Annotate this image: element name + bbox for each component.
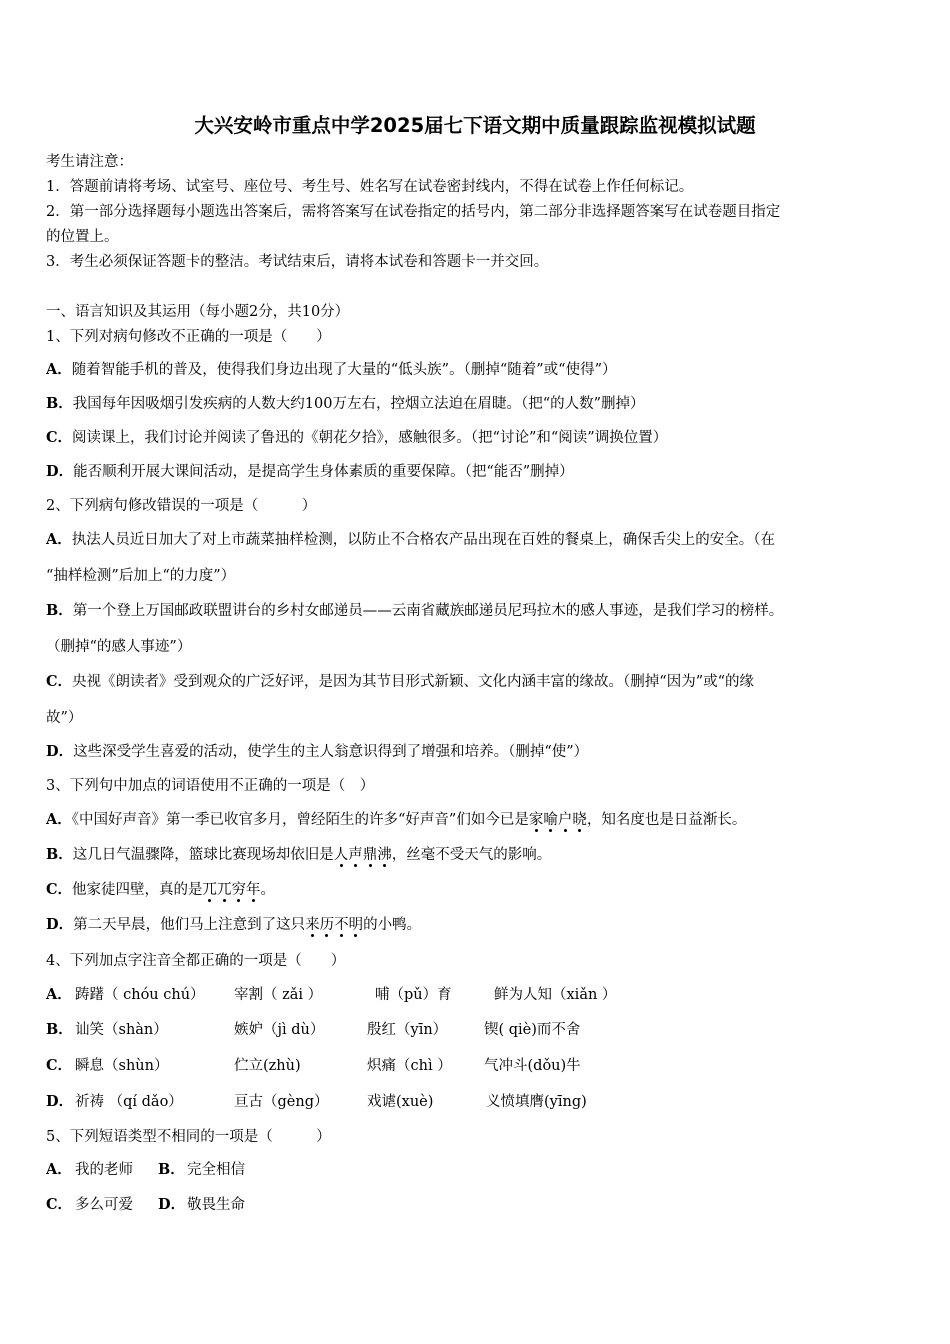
option-text: 第一个登上万国邮政联盟讲台的乡村女邮递员——云南省藏族邮递员尼玛拉木的感人事迹，是我们学习的榜样。 [72,603,784,619]
question-3-option-b [46,845,551,865]
dotted-char: 家 [528,812,544,828]
pinyin-item: 亘古（gèng） [234,1094,329,1110]
dotted-char: 兀 [202,882,218,898]
notice-item: 1．答题前请将考场、试室号、座位号、考生号、姓名写在试卷密封线内，不得在试卷上作任何标记。 [46,179,694,195]
option-text: 这些深受学生喜爱的活动，使学生的主人翁意识得到了增强和培养。（删掉“使”） [73,744,589,760]
option-label: C． [46,673,73,690]
dotted-char: 晓 [572,812,587,828]
pinyin-item: 义愤填膺(yīng) [486,1094,587,1110]
option-text: 。 [260,882,276,898]
phrase-option: 完全相信 [187,1162,245,1178]
option-text: ，知名度也是日益渐长。 [586,812,747,828]
dotted-char: 来 [305,917,320,933]
option-label: A． [46,811,72,828]
question-2-option-c [46,672,754,692]
dotted-char: 鼎 [362,847,378,863]
dotted-char: 声 [348,847,363,863]
dotted-char: 喻 [543,812,558,828]
dotted-word [529,812,587,828]
phrase-option: 多么可爱 [75,1197,133,1213]
question-1-stem: 1、下列对病句修改不正确的一项是（ ） [46,329,331,345]
option-text: 能否顺利开展大课间活动，是提高学生身体素质的重要保障。（把“能否”删掉） [73,464,574,480]
question-3-stem: 3、下列句中加点的词语使用不正确的一项是（ ） [46,778,375,794]
pinyin-item: 锲( qiè)而不舍 [484,1022,581,1038]
question-3-option-d [46,915,421,935]
option-label: B． [46,395,73,412]
dotted-char: 历 [319,917,335,933]
option-label: A． [46,361,72,378]
option-text: 执法人员近日加大了对上市蔬菜抽样检测，以防止不合格农产品出现在百姓的餐桌上，确保舌尖上的安全。（在 [71,532,776,548]
dotted-char: 户 [557,812,573,828]
option-text: 这几日气温骤降，篮球比赛现场却依旧是 [72,847,334,863]
question-1-option-d [46,462,574,482]
notice-item: 2．第一部分选择题每小题选出答案后，需将答案写在试卷指定的括号内，第二部分非选择题答案写在试卷题目指定 [46,204,781,220]
question-2-option-b-continued: （删掉“的感人事迹”） [46,639,192,655]
pinyin-item: 鲜为人知（xiǎn ） [494,987,617,1003]
option-label: B． [46,1021,73,1038]
question-2-option-d [46,742,588,762]
option-text: 《中国好声音》第一季已收官多月，曾经陌生的许多“好声音”们如今已是 [71,812,529,828]
option-label: B． [46,846,73,863]
page-title: 大兴安岭市重点中学2025届七下语文期中质量跟踪监视模拟试题 [194,114,756,137]
option-label: C． [46,881,73,898]
notice-heading: 考生请注意： [46,154,133,170]
option-label: A． [46,986,72,1003]
dotted-char: 年 [246,882,261,898]
option-label: D． [158,1196,186,1213]
question-4-stem: 4、下列加点字注音全都正确的一项是（ ） [46,953,346,969]
pinyin-item: 殷红（yīn） [367,1022,448,1038]
dotted-word [334,847,392,863]
pinyin-item: 踌躇（ chóu chú） [75,987,205,1003]
option-text: 阅读课上，我们讨论并阅读了鲁迅的《朝花夕拾》，感触很多。（把“讨论”和“阅读”调换位置） [72,430,668,446]
question-2-stem: 2、下列病句修改错误的一项是（ ） [46,498,317,514]
dotted-char: 兀 [217,882,232,898]
question-2-option-b [46,601,783,621]
dotted-char: 不 [334,917,349,933]
option-text: ，丝毫不受天气的影响。 [391,847,552,863]
option-text: 央视《朗读者》受到观众的广泛好评，是因为其节目形式新颖、文化内涵丰富的缘故。（删掉“因为”或“的缘 [72,674,755,690]
pinyin-item: 嫉妒（jì dù） [234,1022,325,1038]
option-label: C． [46,1196,73,1213]
question-1-option-b [46,394,645,414]
pinyin-item: 伫立(zhù) [234,1058,301,1074]
option-label: D． [46,1093,74,1110]
question-2-option-a-continued: “抽样检测”后加上“的力度”） [46,568,236,584]
notice-item-continued: 的位置上。 [46,229,119,245]
question-3-option-c [46,880,275,900]
option-text: 我国每年因吸烟引发疾病的人数大约100万左右，控烟立法迫在眉睫。（把“的人数”删掉） [72,396,645,412]
phrase-option: 敬畏生命 [187,1197,245,1213]
option-label: A． [46,1161,72,1178]
dotted-char: 明 [348,917,364,933]
option-label: B． [158,1161,185,1178]
pinyin-item: 祈祷 （qí dǎo） [75,1094,183,1110]
pinyin-item: 瞬息（shùn） [75,1058,169,1074]
option-label: D． [46,463,74,480]
option-text: 随着智能手机的普及，使得我们身边出现了大量的“低头族”。（删掉“随着”或“使得”） [71,362,617,378]
option-label: C． [46,1057,73,1074]
question-3-option-a [46,810,746,830]
notice-item: 3．考生必须保证答题卡的整洁。考试结束后，请将本试卷和答题卡一并交回。 [46,254,549,270]
dotted-char: 沸 [377,847,392,863]
pinyin-item: 气冲斗(dǒu)牛 [484,1058,581,1074]
section-heading: 一、语言知识及其运用（每小题2分，共10分） [46,304,350,320]
option-label: D． [46,916,74,933]
option-label: C． [46,429,73,446]
option-label: D． [46,743,74,760]
pinyin-item: 讪笑（shàn） [75,1022,168,1038]
option-label: A． [46,531,72,548]
option-text: 的小鸭。 [363,917,422,933]
question-1-option-a [46,360,617,380]
dotted-char: 人 [333,847,349,863]
dotted-word [203,882,261,898]
option-text: 他家徒四壁，真的是 [72,882,203,898]
pinyin-item: 宰割（ zǎi ） [234,987,323,1003]
dotted-char: 穷 [231,882,247,898]
question-2-option-a [46,530,775,550]
option-label: B． [46,602,73,619]
question-5-stem: 5、下列短语类型不相同的一项是（ ） [46,1129,331,1145]
pinyin-item: 炽痛（chì ） [367,1058,452,1074]
option-text: 第二天早晨，他们马上注意到了这只 [73,917,306,933]
dotted-word [305,917,363,933]
question-2-option-c-continued: 故”） [46,710,83,726]
question-1-option-c [46,428,667,448]
phrase-option: 我的老师 [75,1162,133,1178]
pinyin-item: 哺（pǔ）育 [375,987,452,1003]
pinyin-item: 戏谑(xuè) [367,1094,434,1110]
